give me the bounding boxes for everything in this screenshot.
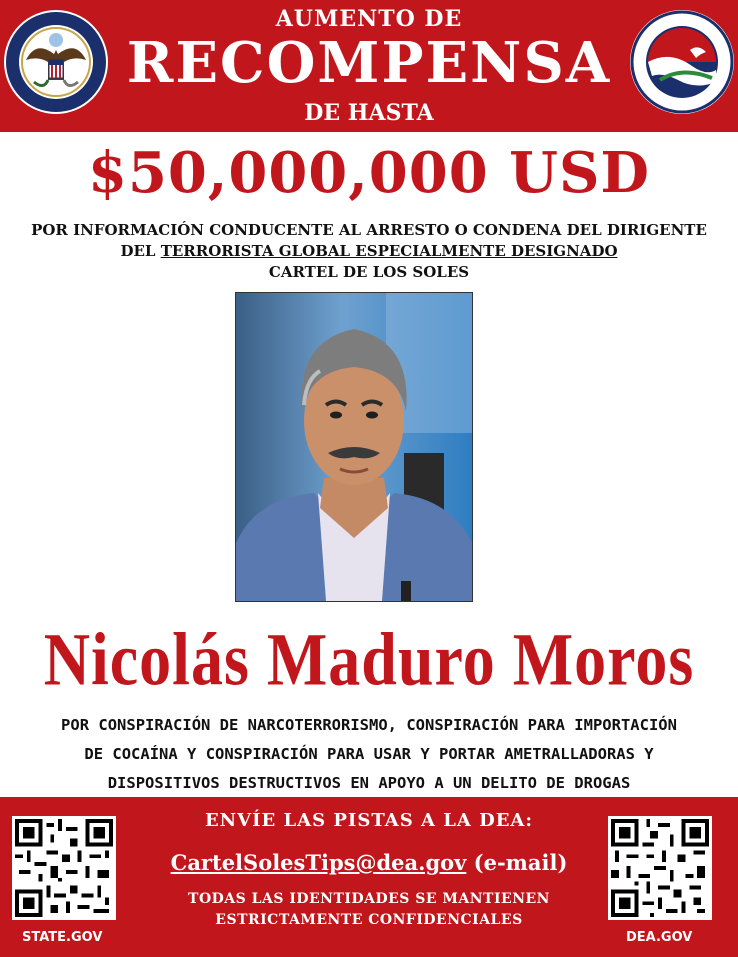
confidentiality-line-2: ESTRICTAMENTE CONFIDENCIALES bbox=[215, 912, 523, 928]
confidentiality-line-1: TODAS LAS IDENTIDADES SE MANTIENEN bbox=[188, 891, 550, 907]
info-line-2-designation: TERRORISTA GLOBAL ESPECIALMENTE DESIGNADO bbox=[160, 242, 618, 260]
reward-amount: $50,000,000 USD bbox=[87, 140, 650, 206]
charges-line-1: POR CONSPIRACIÓN DE NARCOTERRORISMO, CONSPIRACIÓN PARA IMPORTACIÓN bbox=[61, 716, 677, 734]
header-de-hasta: DE HASTA bbox=[304, 100, 434, 126]
submit-tips-heading: ENVÍE LAS PISTAS A LA DEA: bbox=[204, 810, 534, 831]
header-aumento-de: AUMENTO DE bbox=[275, 6, 463, 32]
charges-line-2: DE COCAÍNA Y CONSPIRACIÓN PARA USAR Y PORTAR AMETRALLADORAS Y bbox=[84, 745, 654, 763]
dea-gov-label: DEA.GOV bbox=[626, 930, 693, 945]
subject-name: Nicolás Maduro Moros bbox=[43, 617, 695, 701]
info-line-2-prefix: DEL bbox=[120, 242, 161, 260]
header-recompensa: RECOMPENSA bbox=[126, 30, 612, 96]
info-line-2 bbox=[0, 241, 738, 262]
email-line bbox=[0, 850, 738, 875]
email-suffix: (e-mail) bbox=[466, 850, 568, 875]
tips-email-link[interactable]: CartelSolesTips@dea.gov bbox=[170, 850, 467, 875]
info-line-1: POR INFORMACIÓN CONDUCENTE AL ARRESTO O CONDENA DEL DIRIGENTE bbox=[31, 221, 707, 239]
info-line-3: CARTEL DE LOS SOLES bbox=[268, 263, 470, 281]
state-gov-label: STATE.GOV bbox=[22, 930, 103, 945]
charges-line-3: DISPOSITIVOS DESTRUCTIVOS EN APOYO A UN DELITO DE DROGAS bbox=[107, 774, 631, 792]
subject-photo bbox=[235, 292, 473, 602]
